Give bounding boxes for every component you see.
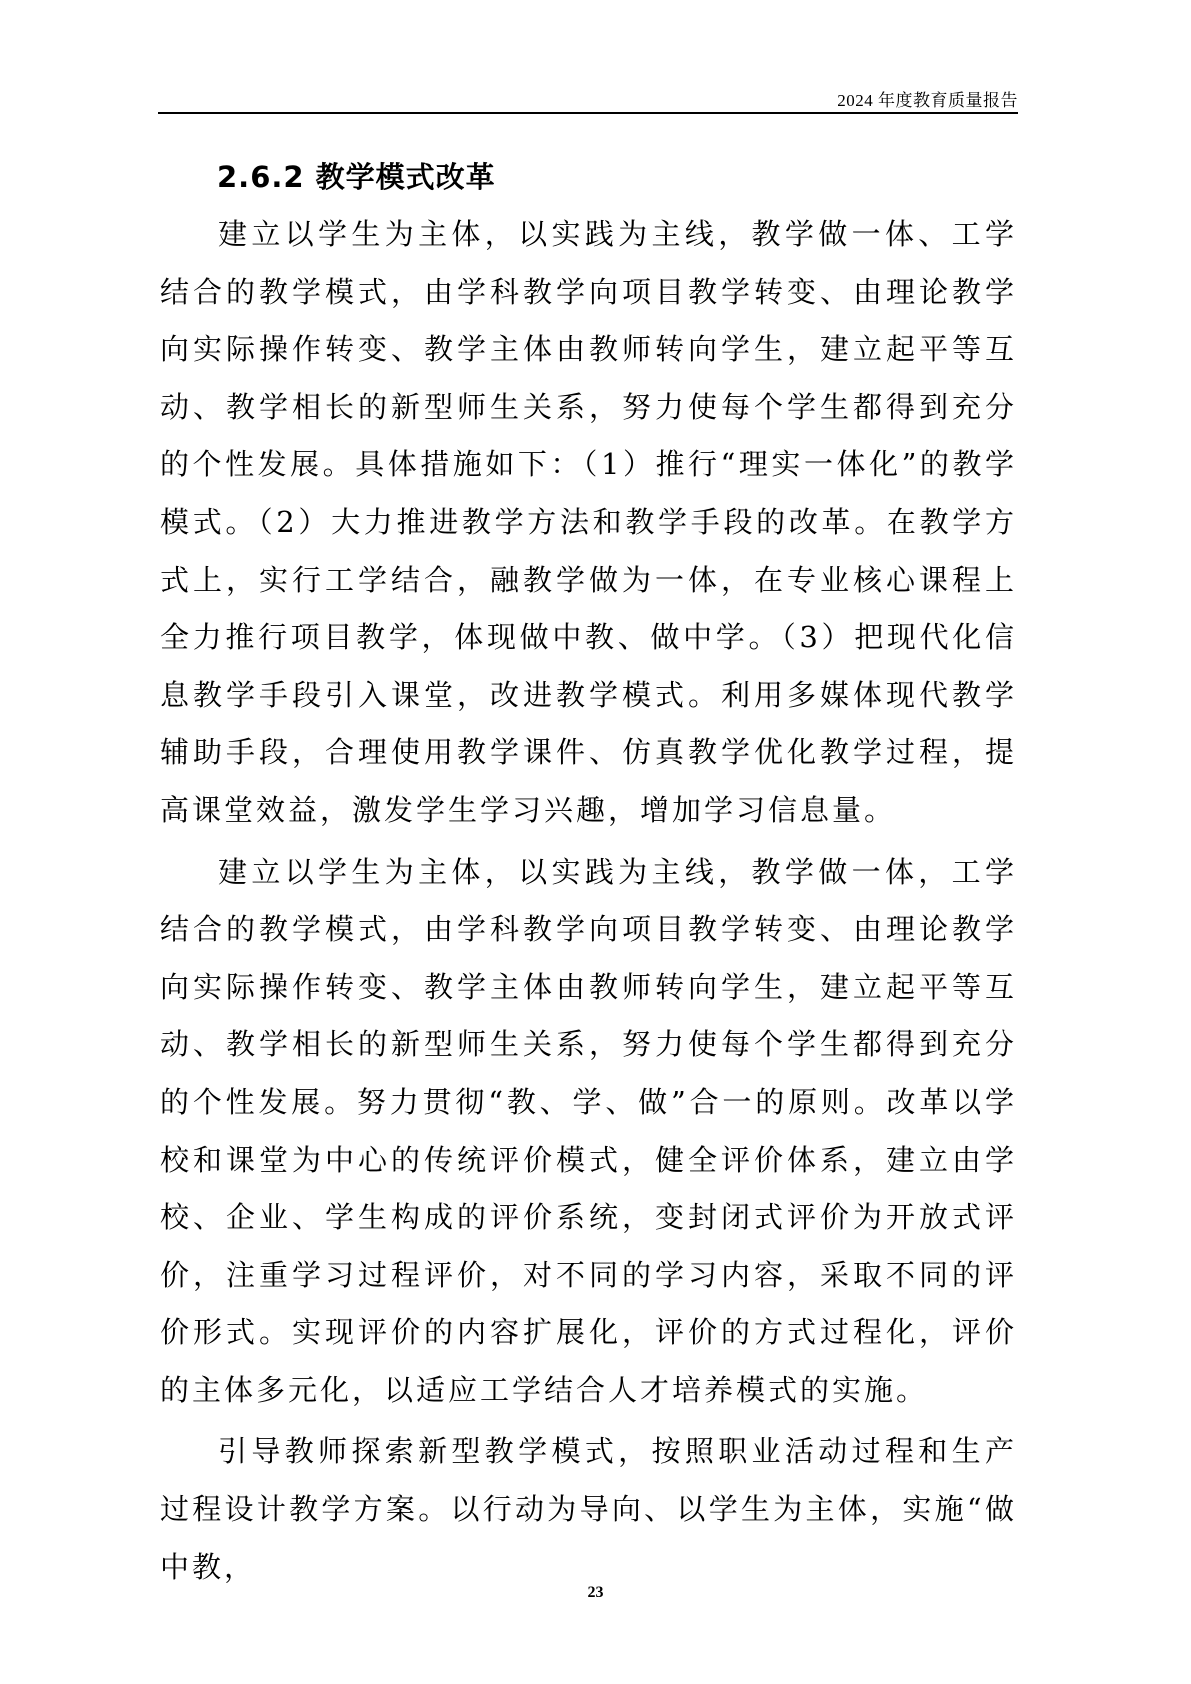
page-number: 23 — [587, 1584, 604, 1601]
paragraph: 建立以学生为主体，以实践为主线，教学做一体，工学结合的教学模式，由学科教学向项目教学转变、由理论教学向实际操作转变、教学主体由教师转向学生，建立起平等互动、教学相长的新型师生关系，努力使每个学生都得到充分的个性发展。努力贯彻“教、学、做”合一的原则。改革以学校和课堂为中心的传统评价模式，健全评价体系，建立由学校、企业、学生构成的评价系统，变封闭式评价为开放式评价，注重学习过程评价，对不同的学习内容，采取不同的评价形式。实现评价的内容扩展化，评价的方式过程化，评价的主体多元化，以适应工学结合人才培养模式的实施。 — [160, 854, 1017, 1407]
paragraph: 引导教师探索新型教学模式，按照职业活动过程和生产过程设计教学方案。以行动为导向、以学生为主体，实施“做中教， — [160, 1434, 1017, 1584]
header-rule — [158, 112, 1018, 114]
body-text — [160, 206, 1017, 1596]
paragraph: 建立以学生为主体，以实践为主线，教学做一体、工学结合的教学模式，由学科教学向项目教学转变、由理论教学向实际操作转变、教学主体由教师转向学生，建立起平等互动、教学相长的新型师生关系，努力使每个学生都得到充分的个性发展。具体措施如下：（1）推行“理实一体化”的教学模式。（2）大力推进教学方法和教学手段的改革。在教学方式上，实行工学结合，融教学做为一体，在专业核心课程上全力推行项目教学，体现做中教、做中学。（3）把现代化信息教学手段引入课堂，改进教学模式。利用多媒体现代教学辅助手段，合理使用教学课件、仿真教学优化教学过程，提高课堂效益，激发学生学习兴趣，增加学习信息量。 — [160, 217, 1017, 827]
section-heading: 2.6.2 教学模式改革 — [217, 160, 496, 194]
running-header: 2024 年度教育质量报告 — [837, 91, 1018, 110]
